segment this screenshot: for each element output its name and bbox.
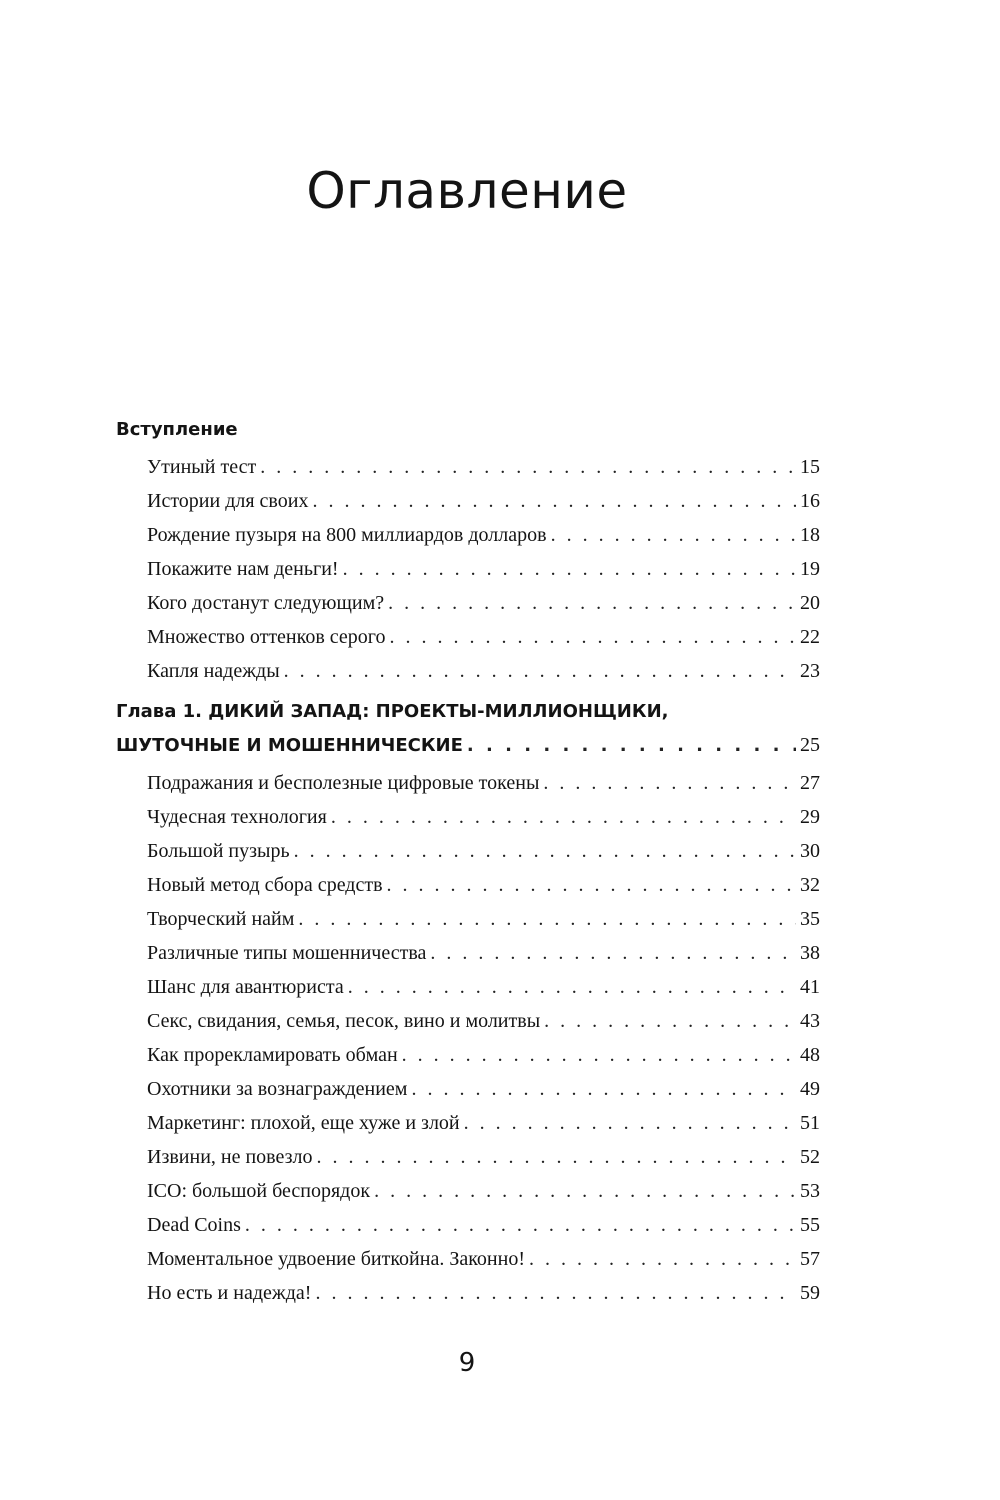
toc-entry-page: 43 [800,1010,820,1032]
chapter-1-entries [116,766,820,1310]
toc-entry-page: 32 [800,874,820,896]
intro-heading: Вступление [116,419,238,440]
dot-leader [387,868,796,902]
toc-entry-label: Шанс для авантюриста [147,976,344,998]
toc-entry [116,1004,820,1038]
toc-entry [116,1276,820,1310]
toc-entry-label: ICO: большой беспорядок [147,1180,371,1202]
intro-entries [116,450,820,688]
dot-leader [315,1276,796,1310]
toc-entry-page: 55 [800,1214,820,1236]
chapter-1-prefix: Глава 1. [116,701,202,722]
dot-leader [343,552,796,586]
toc-entry [116,800,820,834]
chapter-1-title-part1: ДИКИЙ ЗАПАД: ПРОЕКТЫ-МИЛЛИОНЩИКИ, [208,701,669,722]
toc-entry-label: Большой пузырь [147,840,290,862]
toc-entry-page: 30 [800,840,820,862]
dot-leader [312,484,796,518]
toc-entry [116,552,820,586]
toc-entry-page: 16 [800,490,820,512]
toc-entry-label: Но есть и надежда! [147,1282,312,1304]
toc-entry-label: Рождение пузыря на 800 миллиардов долларов [147,524,547,546]
dot-leader [245,1208,796,1242]
dot-leader [544,1004,796,1038]
toc-entry [116,586,820,620]
dot-leader [402,1038,796,1072]
toc-entry-page: 59 [800,1282,820,1304]
toc-entry-page: 23 [800,660,820,682]
toc-entry [116,902,820,936]
toc-entry-page: 49 [800,1078,820,1100]
toc-entry-label: Охотники за вознаграждением [147,1078,408,1100]
dot-leader [467,729,796,763]
toc-entry [116,450,820,484]
chapter-1-heading [116,696,820,762]
dot-leader [411,1072,796,1106]
toc-entry-label: Различные типы мошенничества [147,942,427,964]
toc-entry-page: 38 [800,942,820,964]
dot-leader [390,620,797,654]
dot-leader [294,834,796,868]
toc-entry-page: 41 [800,976,820,998]
toc-entry-label: Dead Coins [147,1214,241,1236]
toc-entry-label: Кого достанут следующим? [147,592,385,614]
dot-leader [543,766,796,800]
dot-leader [331,800,796,834]
toc-entry-page: 19 [800,558,820,580]
toc-entry-label: Множество оттенков серого [147,626,386,648]
dot-leader [284,654,796,688]
toc-entry [116,834,820,868]
toc-entry-page: 20 [800,592,820,614]
toc-entry [116,970,820,1004]
toc-entry [116,1106,820,1140]
toc-entry-page: 15 [800,456,820,478]
toc-entry-page: 29 [800,806,820,828]
toc-entry [116,1038,820,1072]
toc-entry-page: 27 [800,772,820,794]
toc-entry [116,1208,820,1242]
toc-entry-page: 22 [800,626,820,648]
toc-entry [116,1242,820,1276]
toc-entry-label: Моментальное удвоение биткойна. Законно! [147,1248,525,1270]
toc-entry-page: 57 [800,1248,820,1270]
toc-entry-label: Подражания и бесполезные цифровые токены [147,772,540,794]
dot-leader [298,902,796,936]
toc-entry-label: Маркетинг: плохой, еще хуже и злой [147,1112,460,1134]
toc-entry [116,654,820,688]
toc-entry [116,1072,820,1106]
toc-entry [116,1140,820,1174]
toc-entry-label: Утиный тест [147,456,257,478]
toc-entry-page: 51 [800,1112,820,1134]
dot-leader [388,586,796,620]
dot-leader [374,1174,796,1208]
table-of-contents [116,414,820,1310]
page-number: 9 [458,1348,476,1378]
toc-entry-label: Покажите нам деньги! [147,558,339,580]
toc-entry-label: Истории для своих [147,490,309,512]
dot-leader [529,1242,796,1276]
dot-leader [430,936,796,970]
chapter-1-page: 25 [800,734,820,756]
page-title: Оглавление [306,162,628,220]
chapter-1-title-line1 [116,696,820,728]
toc-entry-page: 18 [800,524,820,546]
toc-entry [116,1174,820,1208]
dot-leader [317,1140,796,1174]
toc-entry-page: 35 [800,908,820,930]
toc-entry-page: 53 [800,1180,820,1202]
toc-entry [116,868,820,902]
toc-entry-label: Чудесная технология [147,806,327,828]
dot-leader [348,970,796,1004]
toc-entry-label: Новый метод сбора средств [147,874,383,896]
dot-leader [464,1106,796,1140]
chapter-1-title-part2: ШУТОЧНЫЕ И МОШЕННИЧЕСКИЕ [116,735,463,756]
toc-entry [116,936,820,970]
toc-entry [116,766,820,800]
toc-entry [116,620,820,654]
toc-entry-page: 48 [800,1044,820,1066]
chapter-1-title-line2 [116,728,820,762]
toc-entry-label: Как прорекламировать обман [147,1044,398,1066]
dot-leader [260,450,796,484]
toc-entry [116,484,820,518]
toc-entry-label: Секс, свидания, семья, песок, вино и молитвы [147,1010,541,1032]
dot-leader [551,518,796,552]
toc-entry-label: Извини, не повезло [147,1146,313,1168]
toc-entry-label: Капля надежды [147,660,280,682]
toc-entry [116,518,820,552]
toc-entry-page: 52 [800,1146,820,1168]
toc-entry-label: Творческий найм [147,908,295,930]
